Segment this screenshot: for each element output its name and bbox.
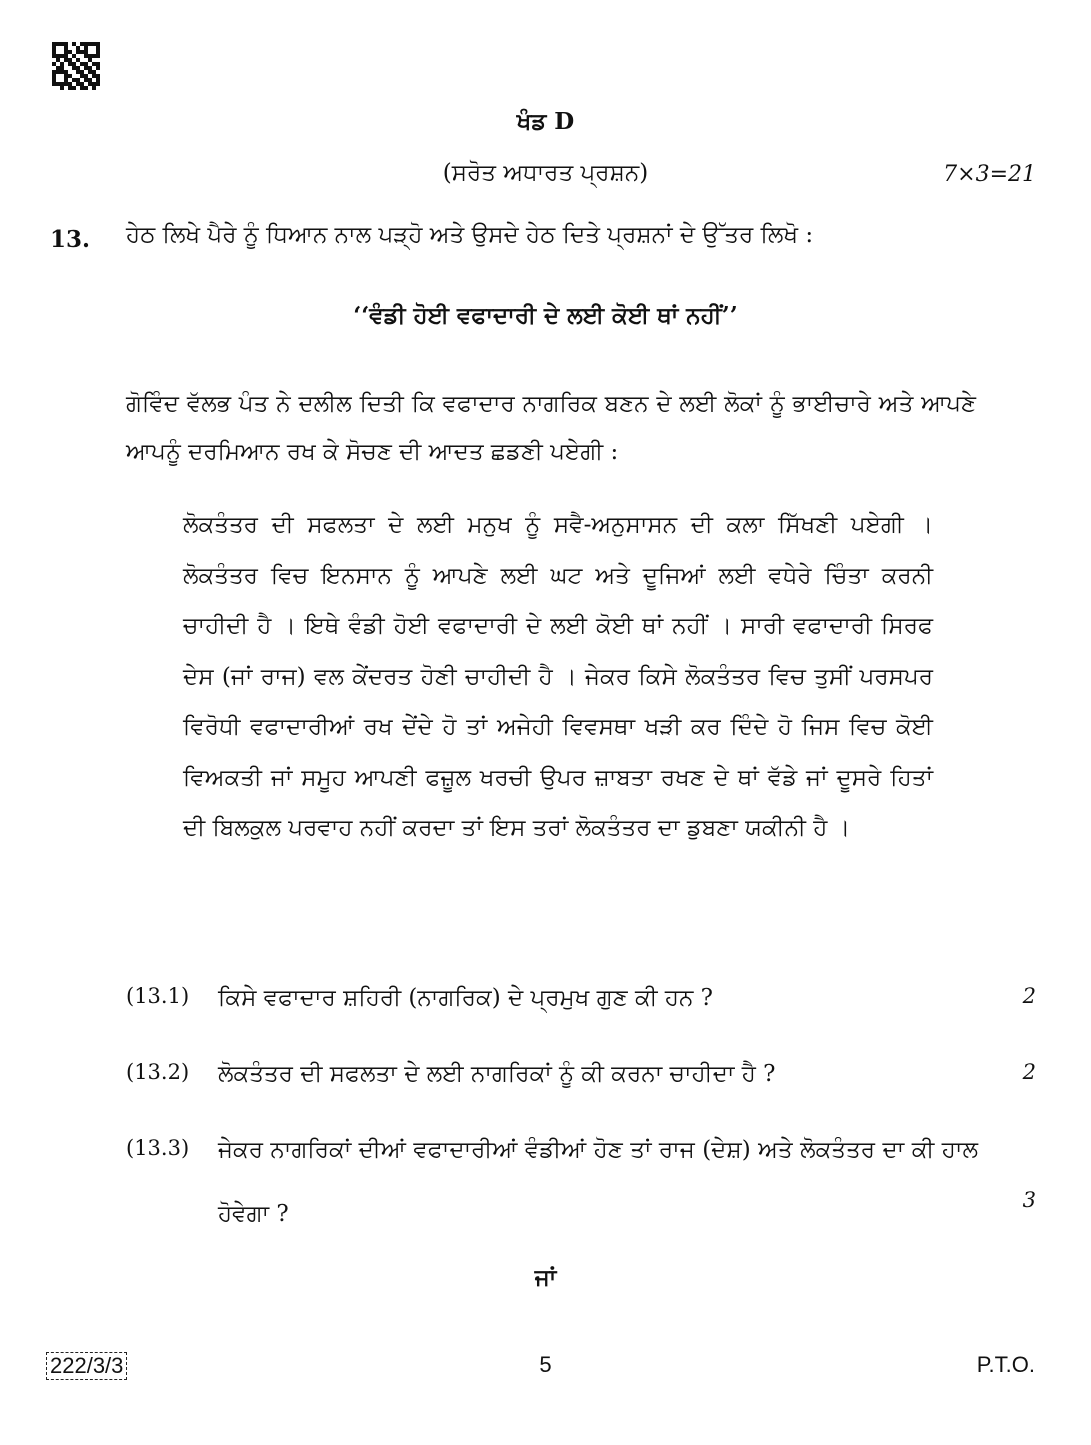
question-number: 13.: [50, 226, 91, 253]
or-separator: ਜਾਂ: [534, 1264, 557, 1291]
subquestion-text: ਲੋਕਤੰਤਰ ਦੀ ਸਫਲਤਾ ਦੇ ਲਈ ਨਾਗਰਿਕਾਂ ਨੂੰ ਕੀ ਕਰਨਾ ਚਾਹੀਦਾ ਹੈ ?: [218, 1061, 776, 1087]
paper-code: 222/3/3: [46, 1352, 127, 1380]
question-instruction: ਹੇਠ ਲਿਖੇ ਪੈਰੇ ਨੂੰ ਧਿਆਨ ਨਾਲ ਪੜ੍ਹੋ ਅਤੇ ਉਸਦੇ ਹੇਠ ਦਿਤੇ ਪ੍ਰਸ਼ਨਾਂ ਦੇ ਉੱਤਰ ਲਿਖੋ :: [126, 222, 814, 248]
subquestion-marks: 2: [1022, 984, 1036, 1008]
subquestion-number: (13.1): [126, 984, 190, 1008]
section-subtitle: (ਸਰੋਤ ਅਧਾਰਤ ਪ੍ਰਸ਼ਨ): [442, 160, 649, 186]
subquestion-text: ਕਿਸੇ ਵਫਾਦਾਰ ਸ਼ਹਿਰੀ (ਨਾਗਰਿਕ) ਦੇ ਪ੍ਰਮੁਖ ਗੁਣ ਕੀ ਹਨ ?: [218, 985, 714, 1011]
subquestion-number: (13.2): [126, 1060, 190, 1084]
subquestion-marks: 2: [1022, 1060, 1036, 1084]
passage-heading: ‘‘ਵੰਡੀ ਹੋਈ ਵਫਾਦਾਰੀ ਦੇ ਲਈ ਕੋਈ ਥਾਂ ਨਹੀਂ’’: [353, 302, 738, 329]
section-marks: 7×3=21: [943, 162, 1036, 187]
page-number: 5: [539, 1352, 552, 1377]
pto-label: P.T.O.: [976, 1352, 1035, 1377]
passage-intro: ਗੋਵਿੰਦ ਵੱਲਭ ਪੰਤ ਨੇ ਦਲੀਲ ਦਿਤੀ ਕਿ ਵਫਾਦਾਰ ਨਾਗਰਿਕ ਬਣਨ ਦੇ ਲਈ ਲੋਕਾਂ ਨੂੰ ਭਾਈਚਾਰੇ ਅਤੇ ਆਪਣੇ ਆਪਨੂੰ ਦਰਮਿਆਨ ਰਖ ਕੇ ਸੋਚਣ ਦੀ ਆਦਤ ਛਡਣੀ ਪਏਗੀ :: [126, 391, 976, 465]
subquestion-number: (13.3): [126, 1136, 190, 1160]
subquestion-marks: 3: [1022, 1188, 1036, 1212]
passage-quote: ਲੋਕਤੰਤਰ ਦੀ ਸਫਲਤਾ ਦੇ ਲਈ ਮਨੁਖ ਨੂੰ ਸਵੈ-ਅਨੁਸਾਸਨ ਦੀ ਕਲਾ ਸਿੱਖਣੀ ਪਏਗੀ । ਲੋਕਤੰਤਰ ਵਿਚ ਇਨਸਾਨ ਨੂੰ ਆਪਣੇ ਲਈ ਘਟ ਅਤੇ ਦੂਜਿਆਂ ਲਈ ਵਧੇਰੇ ਚਿੰਤਾ ਕਰਨੀ ਚਾਹੀਦੀ ਹੈ । ਇਥੇ ਵੰਡੀ ਹੋਈ ਵਫਾਦਾਰੀ ਦੇ ਲਈ ਕੋਈ ਥਾਂ ਨਹੀਂ । ਸਾਰੀ ਵਫਾਦਾਰੀ ਸਿਰਫ ਦੇਸ (ਜਾਂ ਰਾਜ) ਵਲ ਕੇਂਦਰਤ ਹੋਣੀ ਚਾਹੀਦੀ ਹੈ । ਜੇਕਰ ਕਿਸੇ ਲੋਕਤੰਤਰ ਵਿਚ ਤੁਸੀਂ ਪਰਸਪਰ ਵਿਰੋਧੀ ਵਫਾਦਾਰੀਆਂ ਰਖ ਦੇਂਦੇ ਹੋ ਤਾਂ ਅਜੇਹੀ ਵਿਵਸਥਾ ਖੜੀ ਕਰ ਦਿੰਦੇ ਹੋ ਜਿਸ ਵਿਚ ਕੋਈ ਵਿਅਕਤੀ ਜਾਂ ਸਮੂਹ ਆਪਣੀ ਫਜ਼ੂਲ ਖਰਚੀ ਉਪਰ ਜ਼ਾਬਤਾ ਰਖਣ ਦੇ ਥਾਂ ਵੱਡੇ ਜਾਂ ਦੂਸਰੇ ਹਿਤਾਂ ਦੀ ਬਿਲਕੁਲ ਪਰਵਾਹ ਨਹੀਂ ਕਰਦਾ ਤਾਂ ਇਸ ਤਰਾਂ ਲੋਕਤੰਤਰ ਦਾ ਡੁਬਣਾ ਯਕੀਨੀ ਹੈ ।: [183, 512, 933, 841]
qr-code: [52, 42, 100, 90]
section-title: ਖੰਡ D: [516, 108, 575, 135]
subquestion-text: ਜੇਕਰ ਨਾਗਰਿਕਾਂ ਦੀਆਂ ਵਫਾਦਾਰੀਆਂ ਵੰਡੀਆਂ ਹੋਣ ਤਾਂ ਰਾਜ (ਦੇਸ਼) ਅਤੇ ਲੋਕਤੰਤਰ ਦਾ ਕੀ ਹਾਲ ਹੋਵੇਗਾ ?: [218, 1137, 978, 1227]
